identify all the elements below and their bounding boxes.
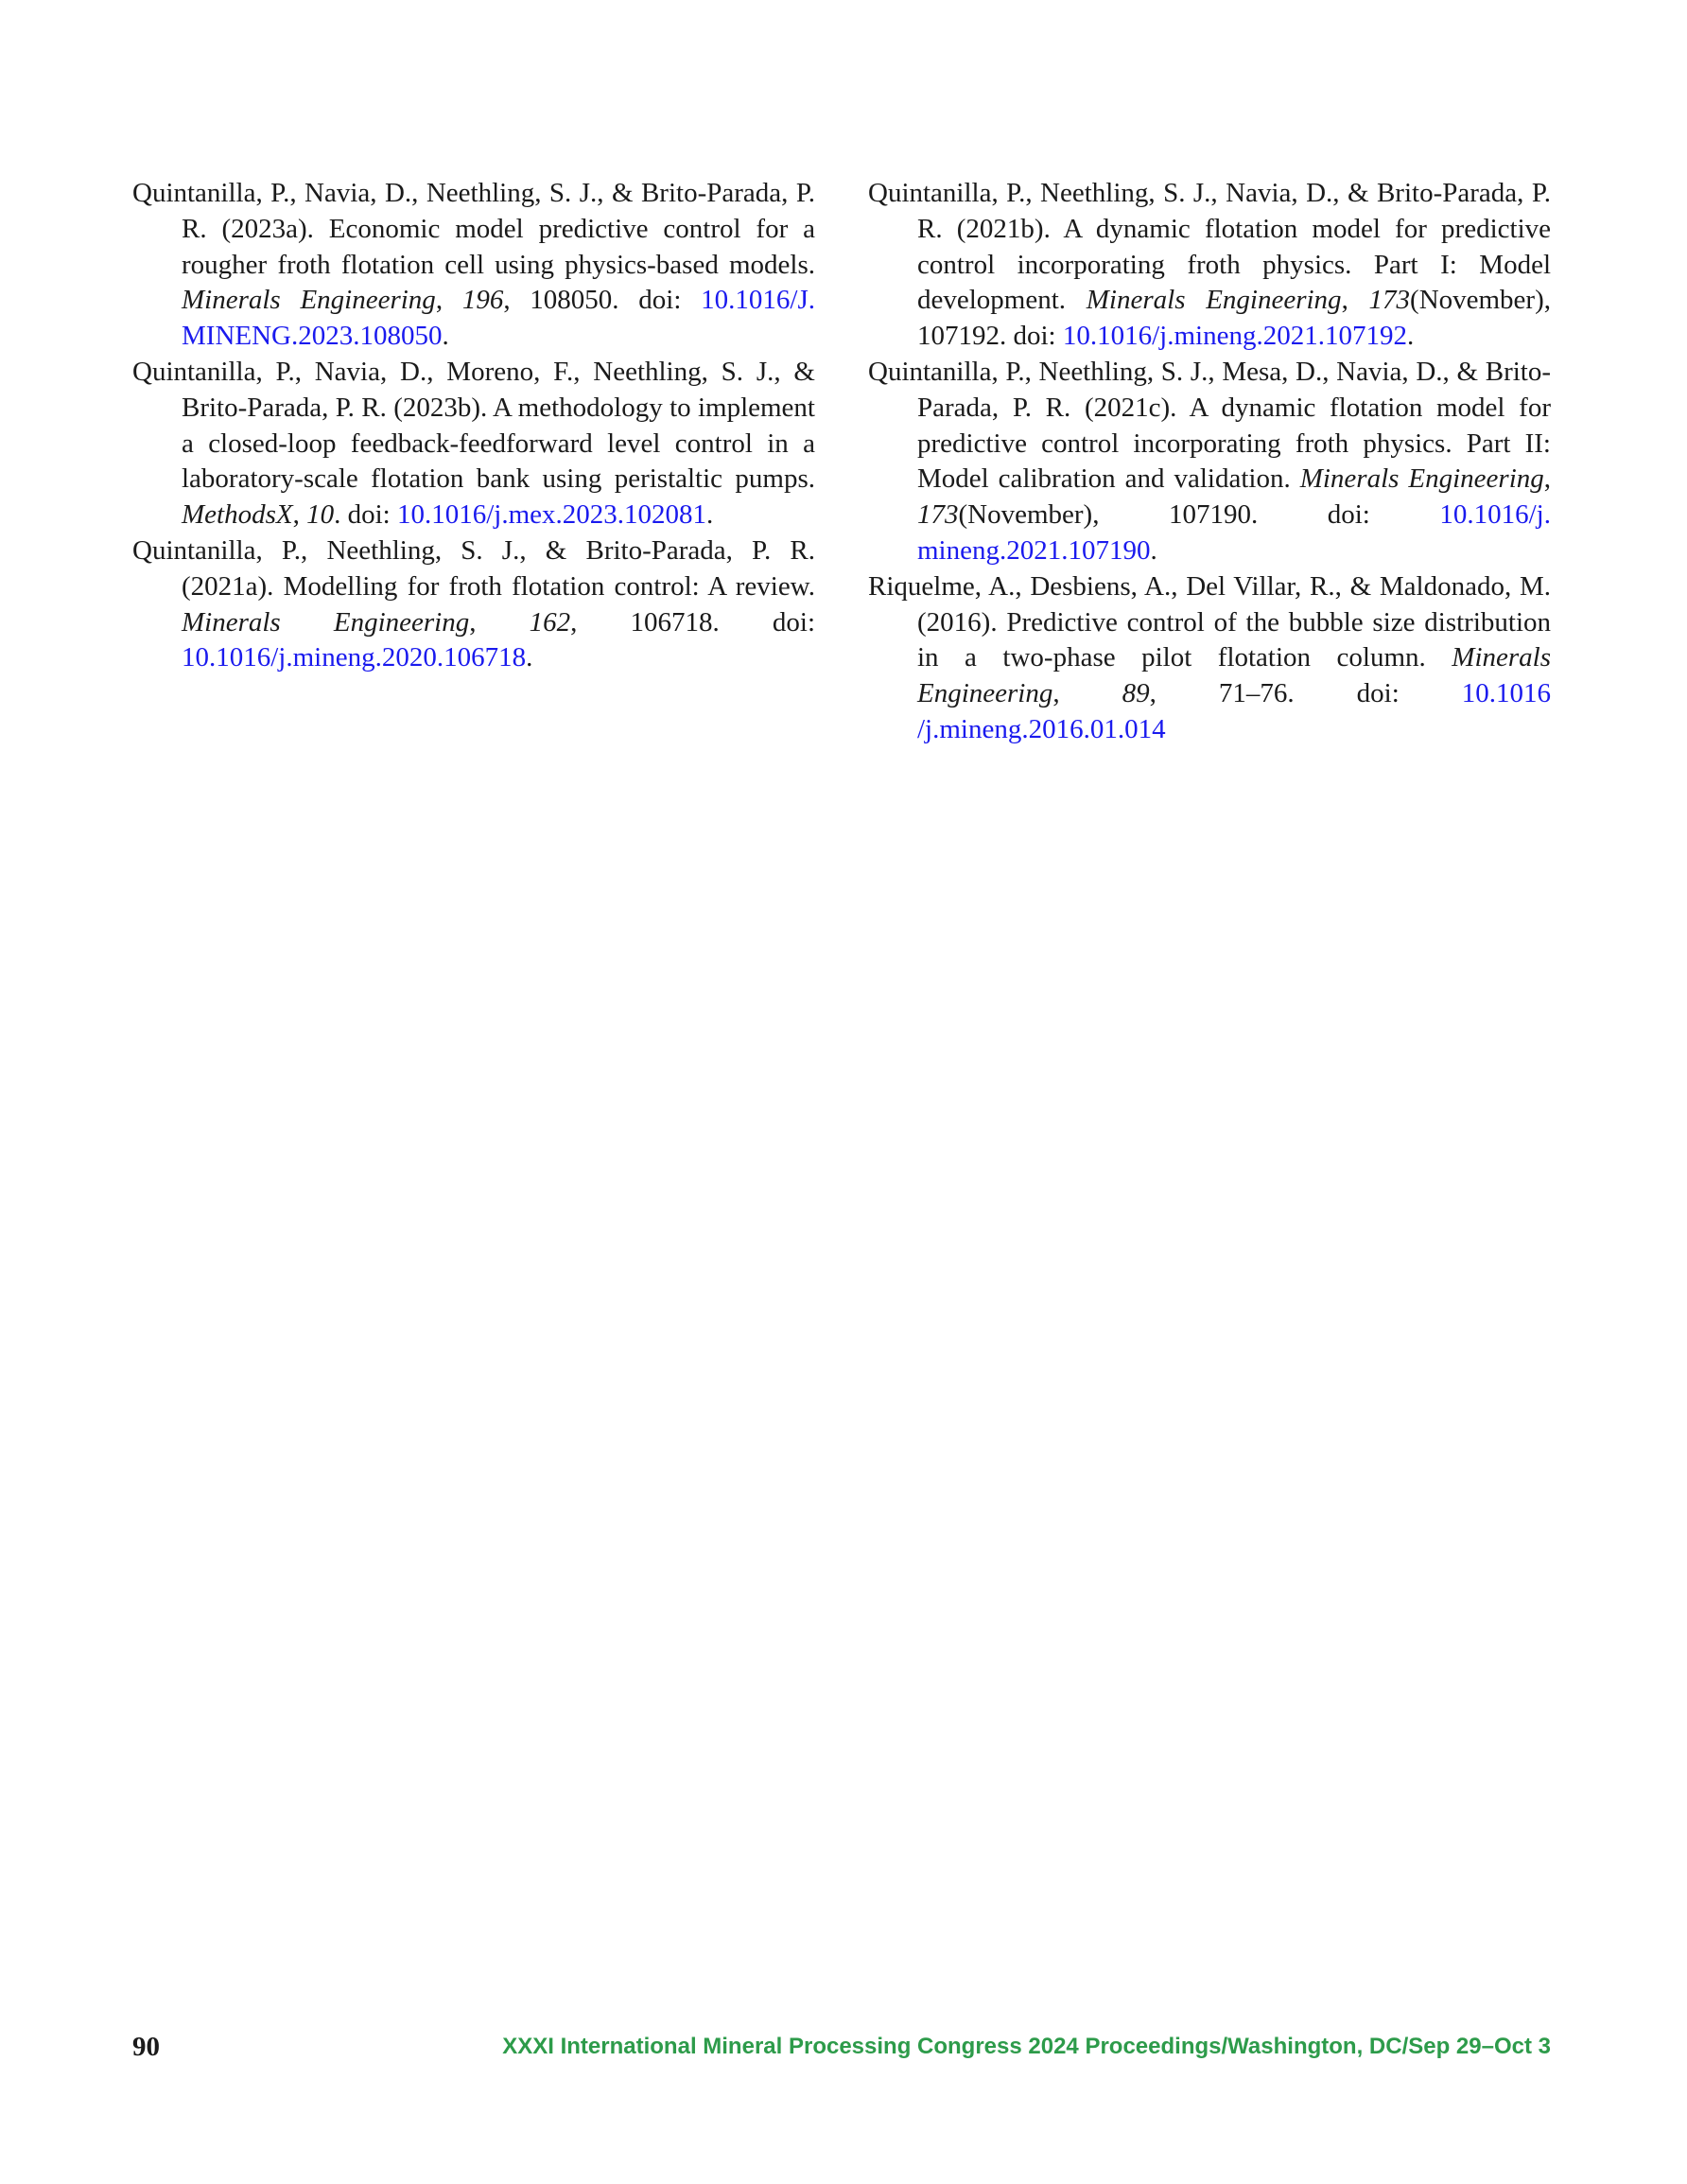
separator: , [1052, 678, 1122, 709]
volume-number: 173 [1368, 285, 1411, 316]
separator: , [292, 499, 307, 531]
proceedings-title: XXXI International Mineral Processing Congress 2024 Proceedings/Washington, DC/Sep 29–Oct 3 [502, 2034, 1551, 2059]
volume-number: 196 [461, 285, 504, 316]
separator: , [435, 285, 462, 316]
reference-entry [132, 176, 815, 355]
doi-link[interactable]: 10.1016/J.​MINENG.2023.108050 [182, 285, 815, 352]
volume-number: 10 [306, 499, 335, 531]
journal-name: Minerals Engineering [917, 642, 1551, 709]
doi-link[interactable]: 10.1016/j.​mineng.2021.107190 [917, 499, 1551, 566]
page-number: 90 [132, 2032, 160, 2062]
volume-number: 89 [1122, 678, 1150, 709]
doi-link[interactable]: 10.1016​/j.mineng.2021.107192 [1062, 321, 1407, 352]
reference-entry [868, 355, 1551, 569]
reference-end: . [706, 499, 714, 531]
reference-pages: (November), 107192. doi: [917, 285, 1551, 352]
separator: , [1543, 463, 1551, 495]
doi-link[interactable]: 10.1016/j.mineng.2020.106718 [182, 642, 527, 673]
reference-authors-title: Quintanilla, P., Navia, D., Neethling, S. J., & Brito-Parada, P. R. (2023a). Economic model predictive control for a rougher froth flotation cell using physics-based models. [132, 178, 815, 280]
reference-authors-title: Quintanilla, P., Navia, D., Moreno, F., Neethling, S. J., & Brito-Parada, P. R. (2023b). A methodology to implement a closed-loop feedback-feedforward level control in a laboratory-scale flotation bank using peristaltic pumps. [132, 356, 815, 495]
reference-pages: , 71–76. doi: [1149, 678, 1462, 709]
journal-name: Minerals Engineering [1086, 285, 1342, 316]
reference-column-right [868, 176, 1551, 748]
reference-pages: . doi: [334, 499, 397, 531]
reference-pages: (November), 107190. doi: [958, 499, 1440, 531]
doi-link[interactable]: 10.1016​/j.mineng.2016.01.014 [917, 678, 1552, 744]
volume-number: 162 [529, 606, 571, 638]
reference-entry [132, 533, 815, 676]
reference-column-left [132, 176, 815, 676]
journal-name: Minerals Engineering [1299, 463, 1544, 495]
page-footer [132, 2032, 1551, 2070]
volume-number: 173 [917, 499, 959, 531]
reference-end: . [442, 321, 449, 352]
reference-end: . [1406, 321, 1415, 352]
journal-name: Minerals Engineering [182, 285, 436, 316]
reference-authors-title: Quintanilla, P., Neethling, S. J., & Brito-Parada, P. R. (2021a). Modelling for froth flotation control: A review. [132, 534, 815, 602]
reference-entry [868, 176, 1551, 355]
doi-link[interactable]: 10.1016​/j.mex.2023.102081 [396, 499, 707, 531]
reference-authors-title: Riquelme, A., Desbiens, A., Del Villar, R., & Maldonado, M. (2016). Predictive control of the bubble size distribution in a two-phase pilot flotation column. [868, 570, 1551, 673]
reference-pages: , 108050. doi: [503, 285, 702, 316]
journal-name: Minerals Engineering [182, 606, 470, 638]
reference-authors-title: Quintanilla, P., Neethling, S. J., Navia, D., & Brito-Parada, P. R. (2021b). A dynamic flotation model for predictive control incorporating froth physics. Part I: Model development. [868, 178, 1551, 316]
journal-name: MethodsX [182, 499, 293, 531]
separator: , [469, 606, 530, 638]
reference-end: . [526, 642, 533, 673]
reference-pages: , 106718. doi: [570, 606, 815, 638]
reference-entry [132, 355, 815, 533]
reference-authors-title: Quintanilla, P., Neethling, S. J., Mesa, D., Navia, D., & Brito-Parada, P. R. (2021c). A dynamic flotation model for predictive control incorporating froth physics. Part II: Model calibration and validation. [868, 356, 1551, 495]
reference-entry [868, 569, 1551, 748]
reference-end: . [1150, 534, 1157, 566]
separator: , [1341, 285, 1369, 316]
